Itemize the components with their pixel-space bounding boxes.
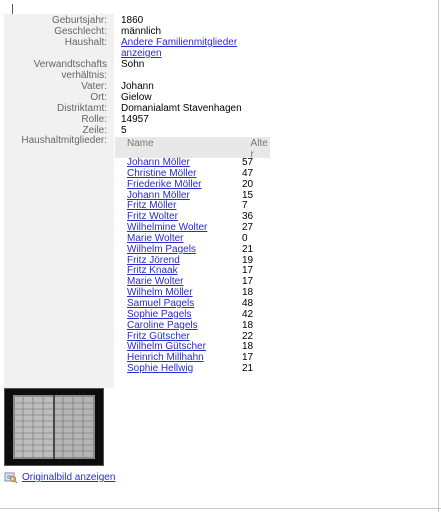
field-label: Geburtsjahr: [51, 15, 107, 26]
field-row [4, 114, 304, 125]
household-member-age: 36 [242, 211, 254, 223]
field-row [4, 37, 304, 59]
field-row [4, 15, 304, 26]
household-table-body [115, 158, 270, 375]
household-member-name-link[interactable]: Johann Möller [127, 189, 190, 201]
household-member-age: 42 [242, 308, 254, 320]
household-member-age: 18 [242, 319, 254, 331]
field-value: Domanialamt Stavenhagen [121, 103, 242, 114]
household-member-name-link[interactable]: Fritz Möller [127, 200, 177, 212]
household-member-name-link[interactable]: Friederike Möller [127, 178, 202, 190]
household-member-row [115, 364, 270, 375]
household-member-age: 48 [242, 297, 254, 309]
household-member-age: 19 [242, 254, 254, 266]
household-member-age: 18 [242, 287, 254, 299]
field-row [4, 81, 304, 92]
field-row [4, 26, 304, 37]
household-members-link[interactable]: Andere Familienmitglieder anzeigen [121, 37, 238, 59]
household-member-age: 21 [242, 243, 254, 255]
field-value: Sohn [121, 59, 145, 70]
field-label: Haushalt: [64, 37, 107, 48]
household-label: Haushaltmitglieder: [21, 135, 107, 146]
household-member-name-link[interactable]: Sophie Hellwig [127, 363, 194, 375]
field-label: Verwandtschafts verhältnis: [33, 59, 107, 81]
household-member-name-link[interactable]: Samuel Pagels [127, 297, 195, 309]
household-member-age: 17 [242, 352, 254, 364]
household-member-name-link[interactable]: Heinrich Millhahn [127, 352, 204, 364]
household-member-age: 57 [242, 157, 254, 168]
right-border [438, 0, 439, 512]
field-value: Johann [121, 81, 154, 92]
document-scan-thumbnail [5, 389, 103, 465]
household-member-name-link[interactable]: Johann Möller [127, 157, 190, 168]
household-member-age: 17 [242, 265, 254, 277]
household-member-name-link[interactable]: Marie Wolter [127, 276, 184, 288]
bottom-border [0, 508, 441, 509]
original-image-link-row[interactable] [4, 472, 115, 484]
field-row [4, 59, 304, 81]
column-header-age: Alter [250, 138, 268, 160]
household-member-age: 22 [242, 330, 254, 342]
household-member-age: 27 [242, 222, 254, 234]
household-member-age: 15 [242, 189, 254, 201]
household-member-name-link[interactable]: Caroline Pagels [127, 319, 198, 331]
household-member-name-link[interactable]: Wilhelm Pagels [127, 243, 196, 255]
household-member-name-link[interactable]: Fritz Knaak [127, 265, 178, 277]
field-label: Geschlecht: [54, 26, 107, 37]
household-table [115, 137, 270, 375]
household-member-name-link[interactable]: Wilhelm Möller [127, 287, 193, 299]
household-table-header [115, 137, 270, 158]
field-label: Ort: [90, 92, 107, 103]
field-label: Zeile: [82, 125, 107, 136]
field-label: Vater: [81, 81, 107, 92]
original-image-link[interactable]: Originalbild anzeigen [22, 472, 116, 483]
household-member-name-cell [115, 364, 242, 375]
household-member-name-link[interactable]: Marie Wolter [127, 232, 184, 244]
field-value: 5 [121, 125, 127, 136]
household-member-age: 18 [242, 341, 254, 353]
field-value: 1860 [121, 15, 144, 26]
image-magnifier-icon [4, 472, 18, 484]
record-fields [4, 15, 304, 136]
field-value: Gielow [121, 92, 152, 103]
household-member-age: 20 [242, 178, 254, 190]
household-member-age: 0 [242, 232, 248, 244]
household-member-name-link[interactable]: Fritz Wolter [127, 211, 178, 223]
field-label: Rolle: [81, 114, 107, 125]
household-member-age: 47 [242, 167, 254, 179]
field-row [4, 92, 304, 103]
original-image-thumbnail[interactable] [4, 388, 104, 466]
household-member-age: 7 [242, 200, 248, 212]
text-cursor [12, 4, 13, 14]
field-row [4, 103, 304, 114]
household-member-name-link[interactable]: Fritz Jörend [127, 254, 180, 266]
field-label: Distriktamt: [57, 103, 107, 114]
household-member-age: 17 [242, 276, 254, 288]
field-value: männlich [121, 26, 162, 37]
household-member-name-link[interactable]: Christine Möller [127, 167, 197, 179]
field-value: 14957 [121, 114, 149, 125]
household-member-name-link[interactable]: Wilhelmine Wolter [127, 222, 208, 234]
household-member-name-link[interactable]: Wilhelm Gütscher [127, 341, 206, 353]
column-header-name: Name [127, 138, 154, 149]
household-member-age: 21 [242, 363, 254, 375]
household-member-name-link[interactable]: Fritz Gütscher [127, 330, 190, 342]
household-member-name-link[interactable]: Sophie Pagels [127, 308, 192, 320]
